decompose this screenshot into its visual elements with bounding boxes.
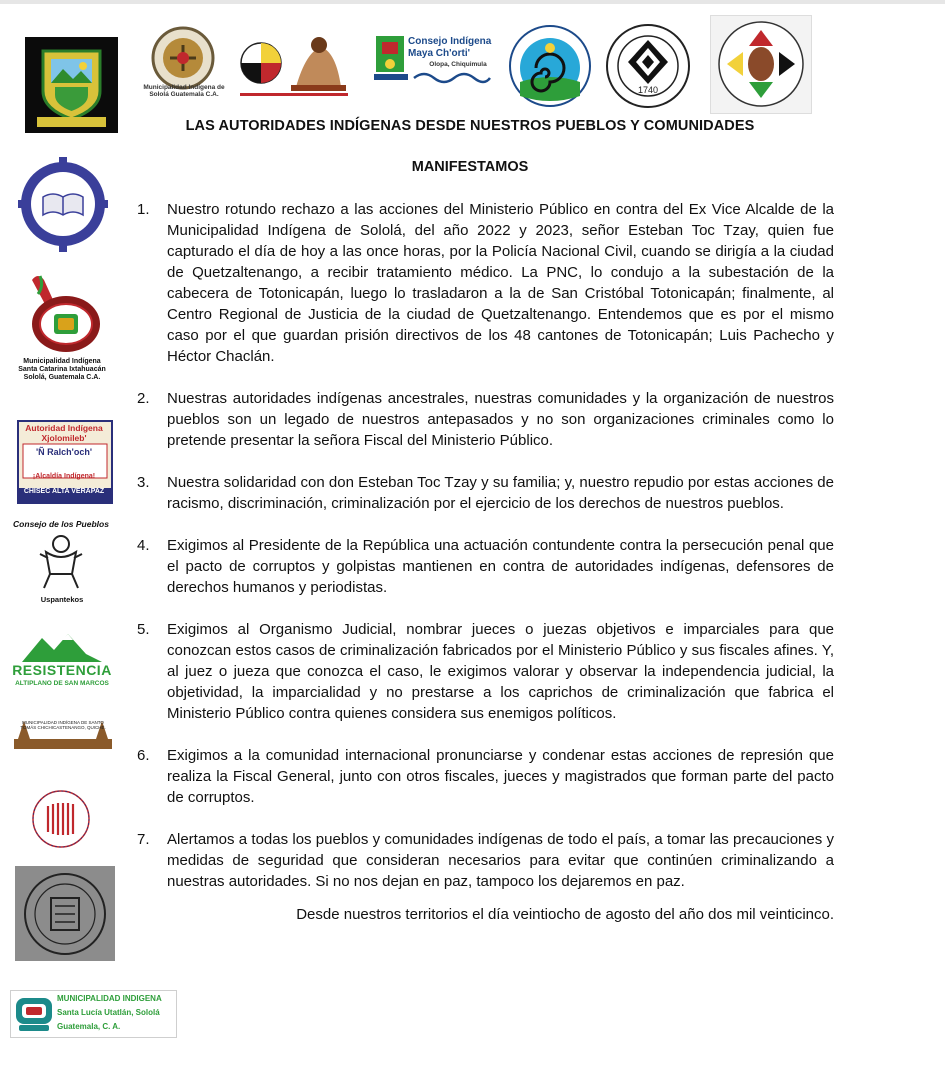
item-number: 6.: [137, 747, 150, 764]
totonicapan-year: 1740: [637, 85, 659, 95]
declaration-list: [137, 199, 834, 892]
gear-book-seal-logo: [18, 157, 108, 252]
santo-tomas-caption: MUNICIPALIDAD INDÍGENA DE SANTO TOMÁS CHICHICASTENANGO, QUICHÉ.: [20, 720, 106, 731]
item-text: Nuestro rotundo rechazo a las acciones del Ministerio Público en contra del Ex Vice Alcalde de la Municipalidad Indígena de Sololá, del año 2022 y 2023, señor Esteban Toc Tzay, quien fue capturado el día de hoy a las once horas, por la Policía Nacional Civil, cuando se dirigía a la ciudad de Quetzaltenango, a recibir tratamiento médico. La PNC, lo condujo a la subestación de la cabecera de Totonicapán, luego lo trasladaron a la de San Cristóbal Totonicapán; finalmente, al Centro Regional de Justicia de la ciudad de Quetzaltenango. Entendemos que es por el mismo caso por el que guardan prisión directivos de los 48 cantones de Totonicapán; Luis Pachecho y Héctor Chaclán.: [167, 201, 834, 365]
uspantekos-figure-logo: [36, 532, 86, 592]
autoridad-indigena-place: CHISEC ALTA VERAPAZ: [23, 488, 105, 495]
declaration-item: [137, 472, 834, 514]
autoridad-indigena-title: Autoridad Indígena Xjolomileb': [25, 423, 103, 443]
item-text: Exigimos al Presidente de la República una actuación contundente contra la persecución penal que el pacto de corruptos y golpistas mantienen en contra de autoridades indígenas, defensores de derechos humanos y periodistas.: [167, 537, 834, 596]
quetzalenango-seal-logo: [25, 37, 118, 133]
item-number: 7.: [137, 831, 150, 848]
page-title: LAS AUTORIDADES INDÍGENAS DESDE NUESTROS PUEBLOS Y COMUNIDADES: [185, 118, 755, 134]
chorti-emblem-logo: [370, 30, 412, 85]
chorti-place: Olopa, Chiquimula: [429, 61, 487, 68]
santa-catarina-caption: Municipalidad Indígena Santa Catarina Ixtahuacán Sololá, Guatemala C.A.: [18, 358, 106, 382]
closing-line: Desde nuestros territorios el día veintiocho de agosto del año dos mil veinticinco.: [296, 906, 834, 923]
declaration-item: [137, 199, 834, 367]
resistencia-title: RESISTENCIA: [12, 662, 112, 678]
declaration-item: [137, 619, 834, 724]
resistencia-subtitle: ALTIPLANO DE SAN MARCOS: [15, 680, 109, 687]
santa-catarina-logo: [22, 270, 104, 360]
item-text: Exigimos a la comunidad internacional pronunciarse y condenar estas acciones de represión que realiza la Fiscal General, junto con otros fiscales, jueces y magistrados que forman parte del pacto de corruptos.: [167, 747, 834, 806]
item-number: 2.: [137, 390, 150, 407]
uspantekos-caption: Uspantekos: [40, 595, 84, 604]
solola-seal-caption: Municipalidad Indígena de Sololá Guatemala C.A.: [143, 84, 225, 99]
spiral-circle-logo: [506, 22, 594, 110]
totonicapan-seal-logo: [604, 22, 692, 110]
consejo-pueblos-title: Consejo de los Pueblos: [13, 519, 109, 529]
top-border: [0, 0, 945, 4]
chorti-title: Consejo Indígena Maya Ch'orti': [408, 36, 492, 59]
medicine-wheel-logo: [236, 27, 351, 103]
declaration-item: [137, 745, 834, 808]
item-number: 3.: [137, 474, 150, 491]
santa-lucia-line3: Guatemala, C. A.: [57, 1022, 121, 1031]
chorti-wave: [412, 70, 492, 84]
declaration-item: [137, 535, 834, 598]
santa-lucia-line1: MUNICIPALIDAD INDIGENA: [57, 994, 162, 1003]
consejo-principales-seal-logo: [30, 788, 92, 850]
santa-lucia-logo-box: [10, 990, 177, 1038]
item-number: 4.: [137, 537, 150, 554]
item-text: Exigimos al Organismo Judicial, nombrar jueces o juezas objetivos e imparciales para que conozcan estos casos de criminalización fabricados por el Ministerio Público y sus fiscales afines. Y, al juez o jueza que conozca el caso, le exigimos valorar y observar la independencia judicial, la objetividad, la imparcialidad y no prestarse a los caprichos de criminalización que fabrica el Ministerio Público contra quienes considera sus enemigos políticos.: [167, 621, 834, 722]
resistencia-mountains-logo: [20, 632, 104, 662]
declaration-item: [137, 388, 834, 451]
santa-lucia-round-seal-logo: [15, 866, 115, 961]
autoridad-indigena-sub: ¡Alcaldía Indígena!: [32, 473, 96, 480]
item-text: Nuestras autoridades indígenas ancestrales, nuestras comunidades y la organización de nuestros pueblos son un legado de nuestros antepasados y no son organizaciones criminales como lo pretende presentar la señora Fiscal del Ministerio Público.: [167, 390, 834, 449]
item-text: Nuestra solidaridad con don Esteban Toc Tzay y su familia; y, nuestro repudio por estas acciones de racismo, discriminación, criminalización por el ejercicio de los derechos de nuestros pueblos.: [167, 474, 834, 512]
ancestral-authorities-logo: [710, 15, 812, 114]
declaration-item: [137, 829, 834, 892]
item-text: Alertamos a todas los pueblos y comunidades indígenas de todo el país, a tomar las precauciones y medidas de seguridad que consideran necesarios para evitar que continúen criminalizando a nuestras autoridades. Si no nos dejan en paz, tampoco los dejaremos en paz.: [167, 831, 834, 890]
item-number: 1.: [137, 201, 150, 218]
santa-lucia-glyph-icon: [13, 995, 55, 1033]
page-subtitle: MANIFESTAMOS: [411, 159, 529, 175]
santo-tomas-banner-logo: [14, 711, 112, 751]
santa-lucia-line2: Santa Lucía Utatlán, Sololá: [57, 1008, 160, 1017]
autoridad-indigena-name: 'Ñ Ralch'och': [36, 447, 92, 457]
item-number: 5.: [137, 621, 150, 638]
